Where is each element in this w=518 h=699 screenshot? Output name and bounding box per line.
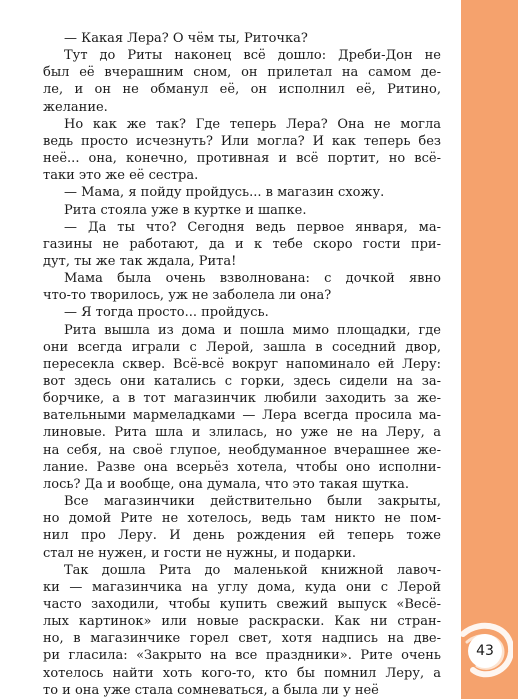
text-line: вательными мармеладками — Лера всегда просила ма- [43,408,441,424]
text-line: вот здесь они катались с горки, здесь сидели на за- [43,374,441,389]
text-line: борчике, а в тот магазинчик любили заходить за же- [43,391,441,407]
text-line: что-то творилось, уж не заболела ли она? [43,288,332,304]
text-line: Рита стояла уже в куртке и шапке. [64,202,307,218]
text-line: дут, ты же так ждала, Рита! [43,253,237,269]
text-line: газины не работают, да и к тебе скоро гости при- [43,236,441,252]
text-line: лось? Да и вообще, она думала, что это такая шутка. [43,476,410,492]
text-line: — Я тогда просто... пройдусь. [64,305,269,321]
text-line: таки это же её сестра. [43,168,199,184]
text-line: лание. Разве она всерьёз хотела, чтобы оно исполни- [43,459,441,475]
text-line: ри гласила: «Закрыто на все праздники». Рите очень [43,648,441,664]
text-line: был её вчерашним сном, он прилетал на самом де- [43,65,441,81]
text-line: ки — магазинчика на углу дома, куда они с Лерой [43,579,441,595]
text-line: Тут до Риты наконец всё дошло: Дреби-Дон не [64,48,441,64]
text-line: Рита вышла из дома и пошла мимо площадки, где [64,322,441,338]
text-line: желание. [43,99,108,115]
text-line: ведь просто исчезнуть? Или могла? И как теперь без [43,133,441,149]
side-color-band [461,0,518,699]
text-line: они всегда играли с Лерой, зашла в соседний двор, [43,339,441,355]
text-line: пересекла сквер. Всё-всё вокруг напоминало ей Леру: [43,356,441,372]
text-line: стал не нужен, и гости не нужны, и подарки. [43,545,357,561]
text-line: — Какая Лера? О чём ты, Риточка? [64,31,308,46]
text-line: Так дошла Рита до маленькой книжной лавоч- [64,562,441,578]
text-line: линовые. Рита шла и злилась, но уже не на Леру, а [43,425,441,441]
text-line: но, в магазинчике горел свет, хотя надпись на две- [43,631,441,647]
text-line: Все магазинчики действительно были закрыты, [64,494,441,509]
text-line: лых картинок» или новые раскраски. Как ни стран- [43,614,441,630]
text-line: но домой Рите не хотелось, ведь там никто не пом- [43,511,441,527]
text-line: ле, и он не обманул её, он исполнил её, Ритино, [43,82,441,98]
text-line: хотелось найти хоть кого-то, кто бы помнил Леру, а [43,665,441,681]
text-line: на себя, на своё глупое, необдуманное вчерашнее же- [43,442,441,458]
text-line: — Мама, я пойду пройдусь... в магазин схожу. [64,185,385,201]
page-body [43,0,441,699]
page-number: 43 [476,643,494,659]
text-line: неё... она, конечно, противная и всё портит, но всё- [43,151,441,166]
text-line: Мама была очень взволнована: с дочкой явно [64,271,441,287]
text-line: часто заходили, чтобы купить свежий выпуск «Весё- [43,596,441,612]
text-line: то и она уже стала сомневаться, а была ли у неё [43,682,379,698]
text-line: Но как же так? Где теперь Лера? Она не могла [64,116,441,132]
text-line: — Да ты что? Сегодня ведь первое января, ма- [64,219,441,235]
text-line: нил про Леру. И день рождения ей теперь тоже [43,528,441,544]
